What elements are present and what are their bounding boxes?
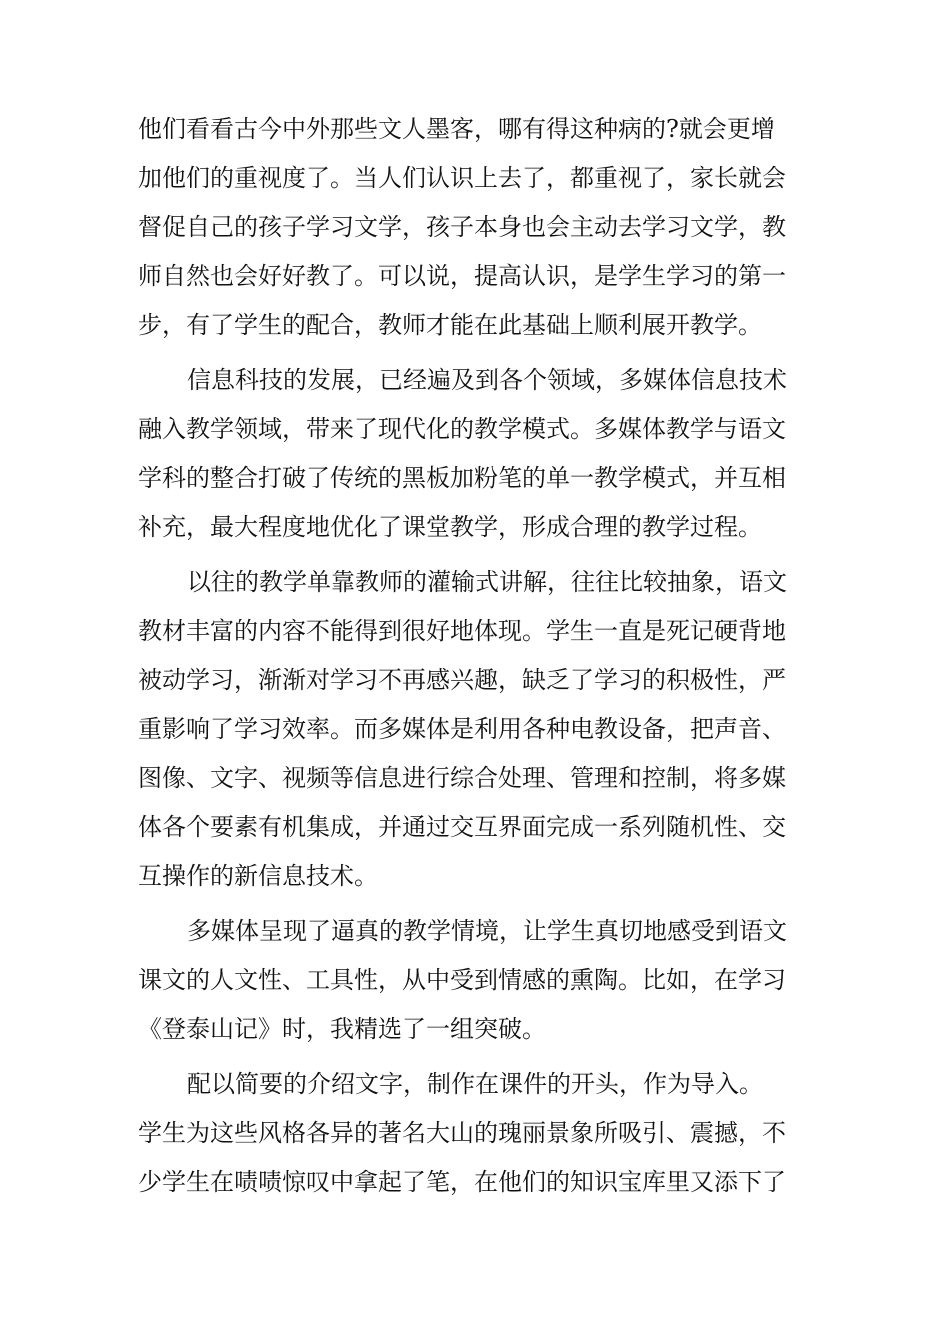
text-line-8: 学科的整合打破了传统的黑板加粉笔的单一教学模式，并互相 (138, 464, 786, 492)
text-line-9: 补充，最大程度地优化了课堂教学，形成合理的教学过程。 (138, 513, 762, 541)
text-line-7: 融入教学领域，带来了现代化的教学模式。多媒体教学与语文 (138, 415, 786, 443)
text-line-16: 互操作的新信息技术。 (138, 862, 378, 890)
text-line-18: 课文的人文性、工具性，从中受到情感的熏陶。比如，在学习 (138, 966, 786, 994)
text-line-11: 教材丰富的内容不能得到很好地体现。学生一直是死记硬背地 (138, 617, 786, 645)
text-line-21: 学生为这些风格各异的著名大山的瑰丽景象所吸引、震撼，不 (138, 1119, 786, 1147)
text-line-19: 《登泰山记》时，我精选了一组突破。 (138, 1015, 546, 1043)
text-line-13: 重影响了学习效率。而多媒体是利用各种电教设备，把声音、 (138, 715, 786, 743)
text-line-2: 加他们的重视度了。当人们认识上去了，都重视了，家长就会 (138, 164, 786, 192)
text-line-15: 体各个要素有机集成，并通过交互界面完成一系列随机性、交 (138, 813, 786, 841)
text-line-17: 多媒体呈现了逼真的教学情境，让学生真切地感受到语文 (187, 917, 787, 945)
text-line-14: 图像、文字、视频等信息进行综合处理、管理和控制，将多媒 (138, 764, 786, 792)
text-line-12: 被动学习，渐渐对学习不再感兴趣，缺乏了学习的积极性，严 (138, 666, 786, 694)
text-line-5: 步，有了学生的配合，教师才能在此基础上顺利展开教学。 (138, 311, 762, 339)
text-line-3: 督促自己的孩子学习文学，孩子本身也会主动去学习文学，教 (138, 213, 786, 241)
text-line-1: 他们看看古今中外那些文人墨客，哪有得这种病的?就会更增 (138, 115, 775, 143)
text-line-6: 信息科技的发展，已经遍及到各个领域，多媒体信息技术 (187, 366, 787, 394)
text-line-22: 少学生在啧啧惊叹中拿起了笔，在他们的知识宝库里又添下了 (138, 1168, 786, 1196)
text-line-10: 以往的教学单靠教师的灌输式讲解，往往比较抽象，语文 (187, 568, 787, 596)
text-line-4: 师自然也会好好教了。可以说，提高认识，是学生学习的第一 (138, 262, 786, 290)
text-line-20: 配以简要的介绍文字，制作在课件的开头，作为导入。 (187, 1070, 763, 1098)
